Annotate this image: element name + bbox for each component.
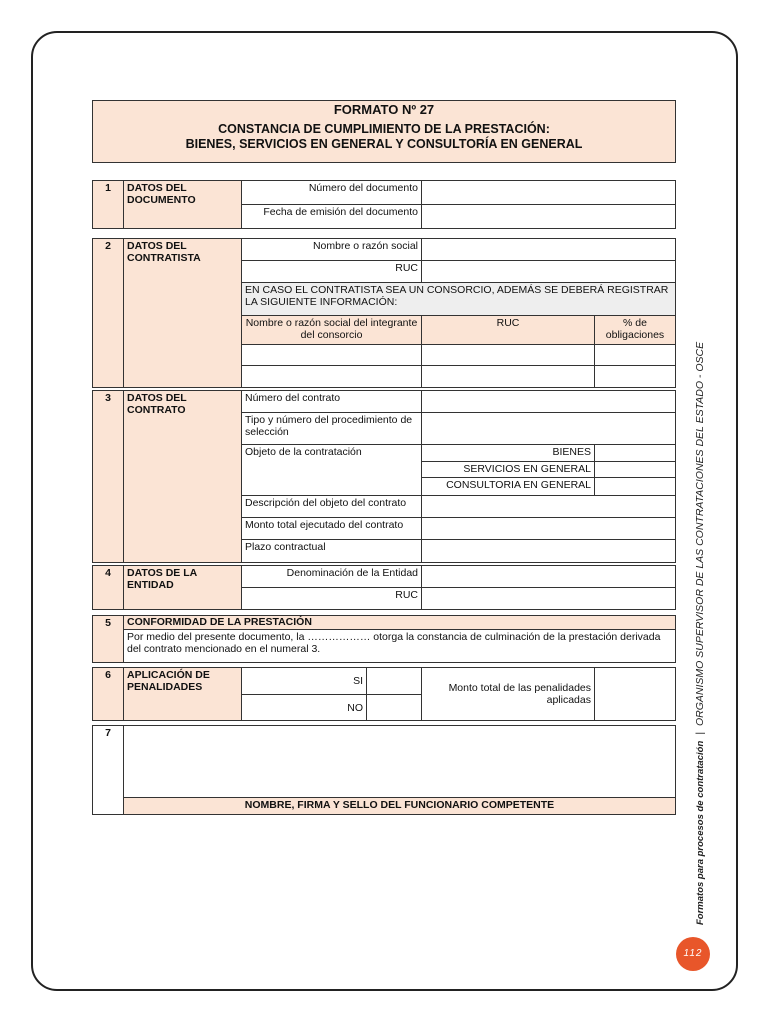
section-number: 2 — [93, 239, 124, 388]
member-name-cell[interactable] — [242, 366, 422, 388]
section-4-entity — [92, 565, 676, 610]
signature-area[interactable] — [124, 726, 676, 798]
page-number-badge: 112 — [676, 937, 710, 971]
format-number: FORMATO Nº 27 — [333, 102, 435, 117]
contractor-name-field[interactable] — [422, 239, 676, 261]
sidebar-text — [694, 342, 706, 925]
servicios-checkbox[interactable] — [595, 462, 676, 478]
member-obligations-cell[interactable] — [595, 345, 676, 366]
conformity-text: Por medio del presente documento, la ……………… otorga la constancia de culminación de la prestación derivada del contrato mencionado en el numeral 3. — [124, 630, 676, 663]
field-label-penalty-amount: Monto total de las penalidades aplicadas — [422, 668, 595, 721]
option-label-si: SI — [242, 668, 367, 695]
consultoria-checkbox[interactable] — [595, 478, 676, 496]
option-label-bienes: BIENES — [422, 445, 595, 462]
member-name-cell[interactable] — [242, 345, 422, 366]
col-header-ruc: RUC — [422, 316, 595, 345]
member-ruc-cell[interactable] — [422, 345, 595, 366]
section-number: 3 — [93, 391, 124, 563]
section-label: APLICACIÓN DE PENALIDADES — [124, 668, 242, 721]
sidebar-right-text: ORGANISMO SUPERVISOR DE LAS CONTRATACIONES DEL ESTADO - OSCE — [694, 341, 706, 727]
option-label-consultoria: CONSULTORIA EN GENERAL — [422, 478, 595, 496]
section-2-contractor — [92, 238, 676, 388]
field-label-issue-date: Fecha de emisión del documento — [242, 205, 422, 229]
term-field[interactable] — [422, 540, 676, 563]
section-label: DATOS DEL CONTRATO — [124, 391, 242, 563]
section-number: 6 — [93, 668, 124, 721]
section-number: 7 — [93, 726, 124, 815]
contract-number-field[interactable] — [422, 391, 676, 413]
section-3-contract — [92, 390, 676, 563]
entity-name-field[interactable] — [422, 566, 676, 588]
section-number: 4 — [93, 566, 124, 610]
section-label: DATOS DEL CONTRATISTA — [124, 239, 242, 388]
signature-caption: NOMBRE, FIRMA Y SELLO DEL FUNCIONARIO COMPETENTE — [124, 798, 676, 815]
section-label: DATOS DEL DOCUMENTO — [124, 181, 242, 229]
section-6-penalties — [92, 667, 676, 721]
document-number-field[interactable] — [422, 181, 676, 205]
procedure-field[interactable] — [422, 413, 676, 445]
option-label-no: NO — [242, 695, 367, 721]
description-field[interactable] — [422, 496, 676, 518]
form-title-line1: CONSTANCIA DE CUMPLIMIENTO DE LA PRESTACIÓN: — [218, 122, 550, 136]
field-label-term: Plazo contractual — [242, 540, 422, 563]
sidebar-separator: | — [694, 732, 706, 735]
member-obligations-cell[interactable] — [595, 366, 676, 388]
section-1-document — [92, 180, 676, 229]
field-label-contractor-name: Nombre o razón social — [242, 239, 422, 261]
field-label-document-number: Número del documento — [242, 181, 422, 205]
consortium-note: EN CASO EL CONTRATISTA SEA UN CONSORCIO, ADEMÁS SE DEBERÁ REGISTRAR LA SIGUIENTE INFORMACIÓN: — [242, 283, 676, 316]
sidebar-left-text: Formatos para procesos de contratación — [695, 740, 706, 925]
col-header-obligations: % de obligaciones — [595, 316, 676, 345]
form-header — [92, 100, 676, 163]
field-label-procedure: Tipo y número del procedimiento de selección — [242, 413, 422, 445]
field-label-object: Objeto de la contratación — [242, 445, 422, 496]
col-header-member-name: Nombre o razón social del integrante del consorcio — [242, 316, 422, 345]
section-7-signature — [92, 725, 676, 815]
field-label-contract-number: Número del contrato — [242, 391, 422, 413]
bienes-checkbox[interactable] — [595, 445, 676, 462]
amount-field[interactable] — [422, 518, 676, 540]
entity-ruc-field[interactable] — [422, 588, 676, 610]
section-5-conformity — [92, 615, 676, 663]
section-number: 5 — [93, 616, 124, 663]
field-label-amount: Monto total ejecutado del contrato — [242, 518, 422, 540]
penalty-amount-field[interactable] — [595, 668, 676, 721]
section-number: 1 — [93, 181, 124, 229]
field-label-description: Descripción del objeto del contrato — [242, 496, 422, 518]
field-label-entity-ruc: RUC — [242, 588, 422, 610]
penalties-no-box[interactable] — [367, 695, 422, 721]
field-label-entity-name: Denominación de la Entidad — [242, 566, 422, 588]
field-label-ruc: RUC — [242, 261, 422, 283]
form-title-line2: BIENES, SERVICIOS EN GENERAL Y CONSULTORÍA EN GENERAL — [185, 137, 583, 151]
option-label-servicios: SERVICIOS EN GENERAL — [422, 462, 595, 478]
section-label: DATOS DE LA ENTIDAD — [124, 566, 242, 610]
issue-date-field[interactable] — [422, 205, 676, 229]
member-ruc-cell[interactable] — [422, 366, 595, 388]
penalties-si-box[interactable] — [367, 668, 422, 695]
contractor-ruc-field[interactable] — [422, 261, 676, 283]
section-label: CONFORMIDAD DE LA PRESTACIÓN — [124, 616, 676, 630]
